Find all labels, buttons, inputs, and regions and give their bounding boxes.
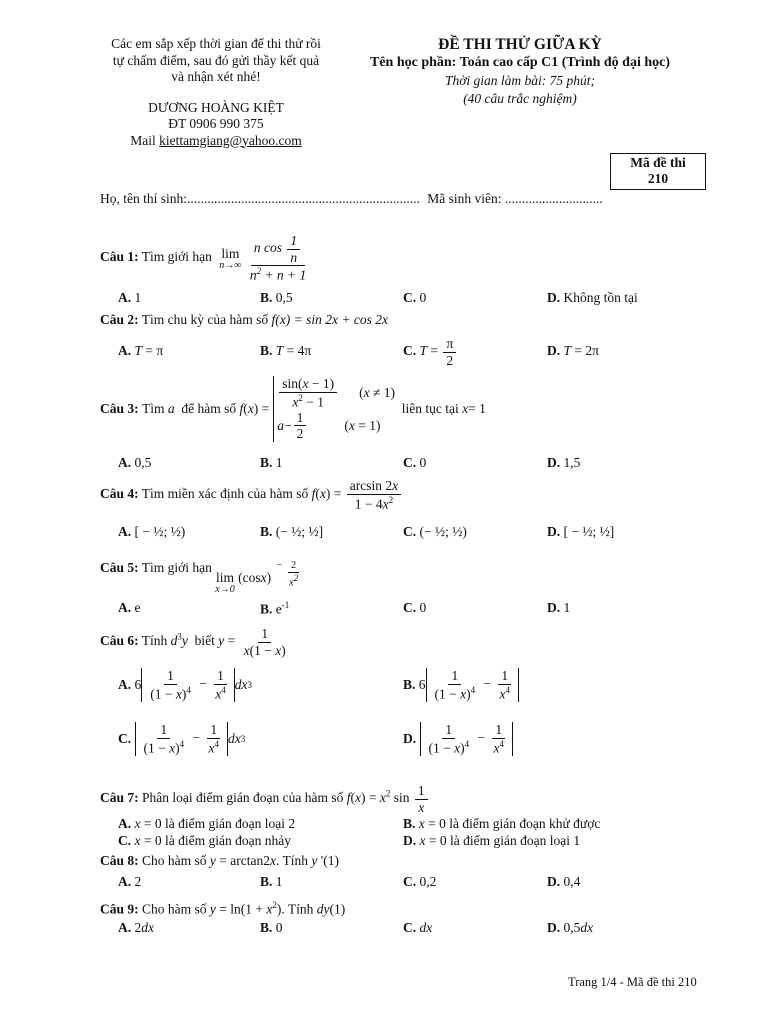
question-4: Câu 4: Tìm miền xác định của hàm số f(x) = $\frac{\arcsin 2x}{1 - 4x^2}$ <box>100 478 403 512</box>
mail-link[interactable]: kiettamgiang@yahoo.com <box>159 132 302 148</box>
question-5: Câu 5: Tìm giới hạn lim x→0 (cosx) − $\frac{2}{x2}$ <box>100 560 299 595</box>
q1-option-b[interactable]: B. 0,5 <box>260 290 293 305</box>
exam-question-count: (40 câu trắc nghiệm) <box>463 91 577 106</box>
q3-option-a[interactable]: A. 0,5 <box>118 455 152 470</box>
q3-option-b[interactable]: B. 1 <box>260 455 283 470</box>
q9-option-a[interactable]: A. 2dx <box>118 920 154 935</box>
q9-option-d[interactable]: D. 0,5dx <box>547 920 594 935</box>
intro-note <box>96 36 336 149</box>
intro-line-3: và nhận xét nhé! <box>171 69 261 84</box>
exam-title: ĐỀ THI THỬ GIỮA KỲ <box>438 36 602 53</box>
student-info <box>100 191 603 207</box>
q2-option-d[interactable]: D. T = 2π <box>547 343 599 358</box>
q6-option-b[interactable]: B. 6 $\frac{1}{(1 - x)^4}$ − $\frac{1}{x^4}$ <box>403 668 519 702</box>
exam-code-box <box>610 153 706 190</box>
q5-option-a[interactable]: A. e <box>118 600 141 615</box>
question-1 <box>100 233 311 283</box>
question-7: Câu 7: Phân loại điểm gián đoạn của hàm số $f(x) = x^2$ sin $\frac{1}{x}$ <box>100 783 430 815</box>
q6-option-c[interactable]: C. $\frac{1}{(1 - x)^4}$ − $\frac{1}{x^4}$ dx 3 <box>118 722 246 756</box>
q9-option-b[interactable]: B. 0 <box>260 920 283 935</box>
q7-option-d[interactable]: D. x = 0 là điểm gián đoạn loại 1 <box>403 833 581 848</box>
q4-option-c[interactable]: C. (− ½; ½) <box>403 524 467 539</box>
q2-option-c[interactable]: C. T = $\frac{\pi}{2}$ <box>403 336 458 368</box>
q9-option-c[interactable]: C. dx <box>403 920 433 935</box>
intro-line-1: Các em sắp xếp thời gian để thi thử rồi <box>111 36 321 51</box>
q3-piecewise: $\frac{\sin(x - 1)}{x^2 - 1}$ (x ≠ 1) a − $\frac{1}{2}$ (x = 1) <box>273 376 395 442</box>
q6-option-d[interactable]: D. $\frac{1}{(1 - x)^4}$ − $\frac{1}{x^4}$ <box>403 722 513 756</box>
q2-expression: f(x) = sin 2x + cos 2x <box>271 312 388 327</box>
q1-text: Tìm giới hạn <box>141 249 212 265</box>
question-9: Câu 9: Cho hàm số $y = \ln(1 + x^2)$. Tính dy(1) <box>100 900 346 917</box>
q1-option-c[interactable]: C. 0 <box>403 290 427 305</box>
q1-option-d[interactable]: D. Không tồn tại <box>547 290 638 305</box>
q5-option-d[interactable]: D. 1 <box>547 600 571 615</box>
q5-option-c[interactable]: C. 0 <box>403 600 427 615</box>
q4-option-d[interactable]: D. [ − ½; ½] <box>547 524 615 539</box>
q8-option-a[interactable]: A. 2 <box>118 874 142 889</box>
exam-subject: Tên học phần: Toán cao cấp C1 (Trình độ đại học) <box>369 55 671 70</box>
intro-line-2: tự chấm điểm, sau đó gửi thầy kết quả <box>112 52 320 68</box>
q1-option-a[interactable]: A. 1 <box>118 290 142 305</box>
q1-label: Câu 1: <box>100 249 139 265</box>
q3-option-c[interactable]: C. 0 <box>403 455 427 470</box>
question-2: Câu 2: Tìm chu kỳ của hàm số f(x) = sin 2x + cos 2x <box>100 312 388 327</box>
q7-option-c[interactable]: C. x = 0 là điểm gián đoạn nhảy <box>118 833 291 848</box>
student-name-field[interactable]: Họ, tên thí sinh:..................................................................... <box>100 191 420 206</box>
q4-option-a[interactable]: A. [ − ½; ½) <box>118 524 186 539</box>
q8-option-b[interactable]: B. 1 <box>260 874 283 889</box>
q8-option-d[interactable]: D. 0,4 <box>547 874 581 889</box>
student-id-field[interactable]: Mã sinh viên: ............................. <box>427 191 603 206</box>
page-footer: Trang 1/4 - Mã đề thi 210 <box>568 975 697 989</box>
q2-option-b[interactable]: B. T = 4π <box>260 343 312 358</box>
author-mail <box>96 133 336 150</box>
author-phone: ĐT 0906 990 375 <box>168 116 264 131</box>
q6-option-a[interactable]: A. 6 $\frac{1}{(1 - x)^4}$ − $\frac{1}{x^4}$ dx 3 <box>118 668 252 702</box>
q4-option-b[interactable]: B. (− ½; ½] <box>260 524 324 539</box>
q7-option-b[interactable]: B. x = 0 là điểm gián đoạn khử được <box>403 816 601 831</box>
q8-option-c[interactable]: C. 0,2 <box>403 874 437 889</box>
q1-limit: lim n→∞ <box>219 245 242 271</box>
exam-time: Thời gian làm bài: 75 phút; <box>444 73 596 88</box>
question-6: Câu 6: Tính $d^3y$ biết y = $\frac{1}{x(1 - x)}$ <box>100 626 286 658</box>
question-3: Câu 3: Tìm a để hàm số f ( x ) = $\frac{\sin(x - 1)}{x^2 - 1}$ (x ≠ 1) a − $\frac{1}{2}$ (x = 1) liên tục tại x = 1 <box>100 376 486 442</box>
q3-option-d[interactable]: D. 1,5 <box>547 455 581 470</box>
q5-option-b[interactable]: B. $e^{-1}$ <box>260 600 290 617</box>
q2-option-a[interactable]: A. T = π <box>118 343 164 358</box>
exam-code-label: Mã đề thi <box>630 155 686 170</box>
exam-header <box>340 36 700 108</box>
question-8: Câu 8: Cho hàm số y = arctan2x. Tính y '(1) <box>100 853 339 868</box>
exam-code: 210 <box>647 171 669 186</box>
q1-expression: n cos $\frac{1}{n}$ $n^2 + n + 1$ <box>249 233 307 283</box>
mail-label: Mail <box>130 132 156 148</box>
author-name: DƯƠNG HOÀNG KIỆT <box>148 99 284 115</box>
q7-option-a[interactable]: A. x = 0 là điểm gián đoạn loại 2 <box>118 816 296 831</box>
